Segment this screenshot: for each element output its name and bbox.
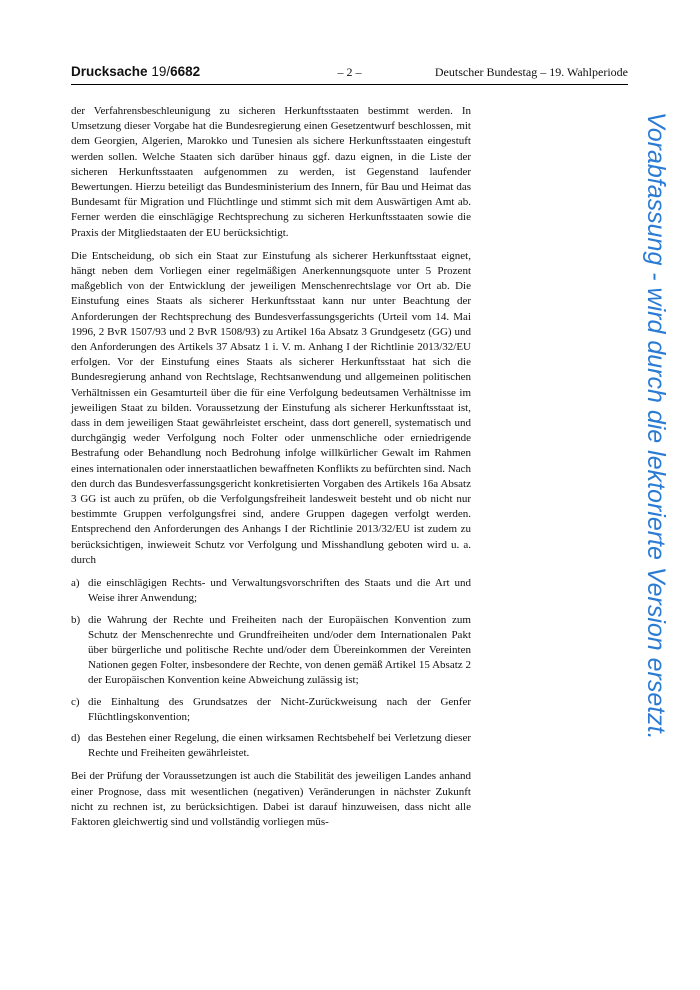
list-item-label: c) [71, 695, 80, 708]
list-item [71, 576, 471, 606]
list-item [71, 695, 471, 725]
list-item-text: die Wahrung der Rechte und Freiheiten nach der Europäischen Konvention zum Schutz der Menschenrechte und Grundfreiheiten und/oder dem Internationalen Pakt über bürgerliche und politische Rechte und/oder dem Übereinkommen der Vereinten Nationen gegen Folter, insbesondere der Rechte, von denen gemäß Artikel 15 Absatz 2 der Europäischen Konvention keine Abweichung zulässig ist; [88, 613, 471, 687]
list-item-label: b) [71, 613, 81, 626]
list-item [71, 731, 471, 761]
page-header [71, 64, 628, 85]
closing-paragraph: Bei der Prüfung der Voraussetzungen ist auch die Stabilität des jeweiligen Landes anhand einer Prognose, dass mit wesentlichen (negativen) Veränderungen in nächster Zukunft nicht zu rechnen ist, zu berücksichtigen. Dabei ist darauf hinzuweisen, dass nicht alle Faktoren gleichwertig sind und vollständig vorliegen müs- [71, 770, 471, 828]
document-body [71, 104, 471, 838]
document-series: 19/ [151, 64, 171, 79]
organization-label: Deutscher Bundestag – 19. Wahlperiode [434, 65, 628, 79]
list-item-label: d) [71, 731, 81, 744]
list-item-label: a) [71, 577, 80, 590]
page-number: – 2 – [337, 65, 362, 79]
document-number-value: 6682 [170, 64, 201, 79]
paragraph-2: Die Entscheidung, ob sich ein Staat zur Einstufung als sicherer Herkunftsstaat eignet, hängt neben dem Vorliegen einer regelmäßigen Anerkennungsquote unter 5 Prozent maßgeblich von der Entwicklung der jeweiligen Menschenrechtslage vor Ort ab. Die Einstufung eines Staats als sicherer Herkunftsstaat kann nur unter Beachtung der Anforderungen der Rechtsprechung des Bundesverfassungsgerichts (Urteil vom 14. Mai 1996, 2 BvR 1507/93 und 2 BvR 1508/93) zu Artikel 16a Absatz 3 Grundgesetz (GG) und den Anforderungen des Artikels 37 Absatz 1 i. V. m. Anhang I der Richtlinie 2013/32/EU erfolgen. Vor der Einstufung eines Staats als sicherer Herkunftsstaat hat sich die Bundesregierung anhand von Rechtslage, Rechtsanwendung und allgemeinen politischen Verhältnissen ein Gesamturteil über die für eine Verfolgung bedeutsamen Verhältnisse im jeweiligen Staat zu bilden. Voraussetzung der Einstufung als sicherer Herkunftsstaat ist, dass in dem jeweiligen Staat gewährleistet erscheint, dass dort generell, systematisch und durchgängig weder Verfolgung noch Folter oder unmenschliche oder erniedrigende Bestrafung oder Behandlung noch Bedrohung infolge willkürlicher Gewalt im Rahmen eines internationalen oder innerstaatlichen bewaffneten Konflikts zu befürchten sind. Nach den durch das Bundesverfassungsgericht konkretisierten Vorgaben des Artikels 16a Absatz 3 GG ist auch zu prüfen, ob die Verfolgungsfreiheit landesweit besteht und ob nicht nur bestimmte Gruppen verfolgungsfrei sind, andere Gruppen dagegen verfolgt werden. Entsprechend den Anforderungen des Anhangs I der Richtlinie 2013/32/EU ist zudem zu berücksichtigen, inwieweit Schutz vor Verfolgung und Misshandlung geboten wird u. a. durch [71, 249, 471, 566]
list-item-text: das Bestehen einer Regelung, die einen wirksamen Rechtsbehelf bei Verletzung dieser Rechte und Freiheiten gewährleistet. [88, 731, 471, 760]
draft-watermark: Vorabfassung - wird durch die lektorierte Version ersetzt. [642, 112, 670, 740]
list-item-text: die Einhaltung des Grundsatzes der Nicht-Zurückweisung nach der Genfer Flüchtlingskonvention; [88, 695, 471, 723]
criteria-list [71, 576, 471, 761]
list-item [71, 613, 471, 689]
list-item-text: die einschlägigen Rechts- und Verwaltungsvorschriften des Staats und die Art und Weise ihrer Anwendung; [88, 577, 471, 605]
paragraph-1: der Verfahrensbeschleunigung zu sicheren Herkunftsstaaten bestimmt werden. In Umsetzung dieser Vorgabe hat die Bundesregierung einen Gesetzentwurf beschlossen, mit dem Georgien, Algerien, Marokko und Tunesien als sichere Herkunftsstaaten eingestuft werden sollen. Welche Staaten sich darüber hinaus ggf. dazu eignen, in die Liste der sicheren Herkunftsstaaten aufgenommen zu werden, ist Gegenstand laufender Bewertungen. Hierzu beteiligt das Bundesministerium des Innern, für Bau und Heimat das Bundesamt für Migration und Flüchtlinge und stimmt sich mit dem Auswärtigen Amt ab. Ferner werden die einschlägige Rechtsprechung zu sicheren Herkunftsstaaten sowie die Praxis der Mitgliedstaaten der EU berücksichtigt. [71, 105, 471, 239]
document-label: Drucksache [71, 64, 148, 79]
